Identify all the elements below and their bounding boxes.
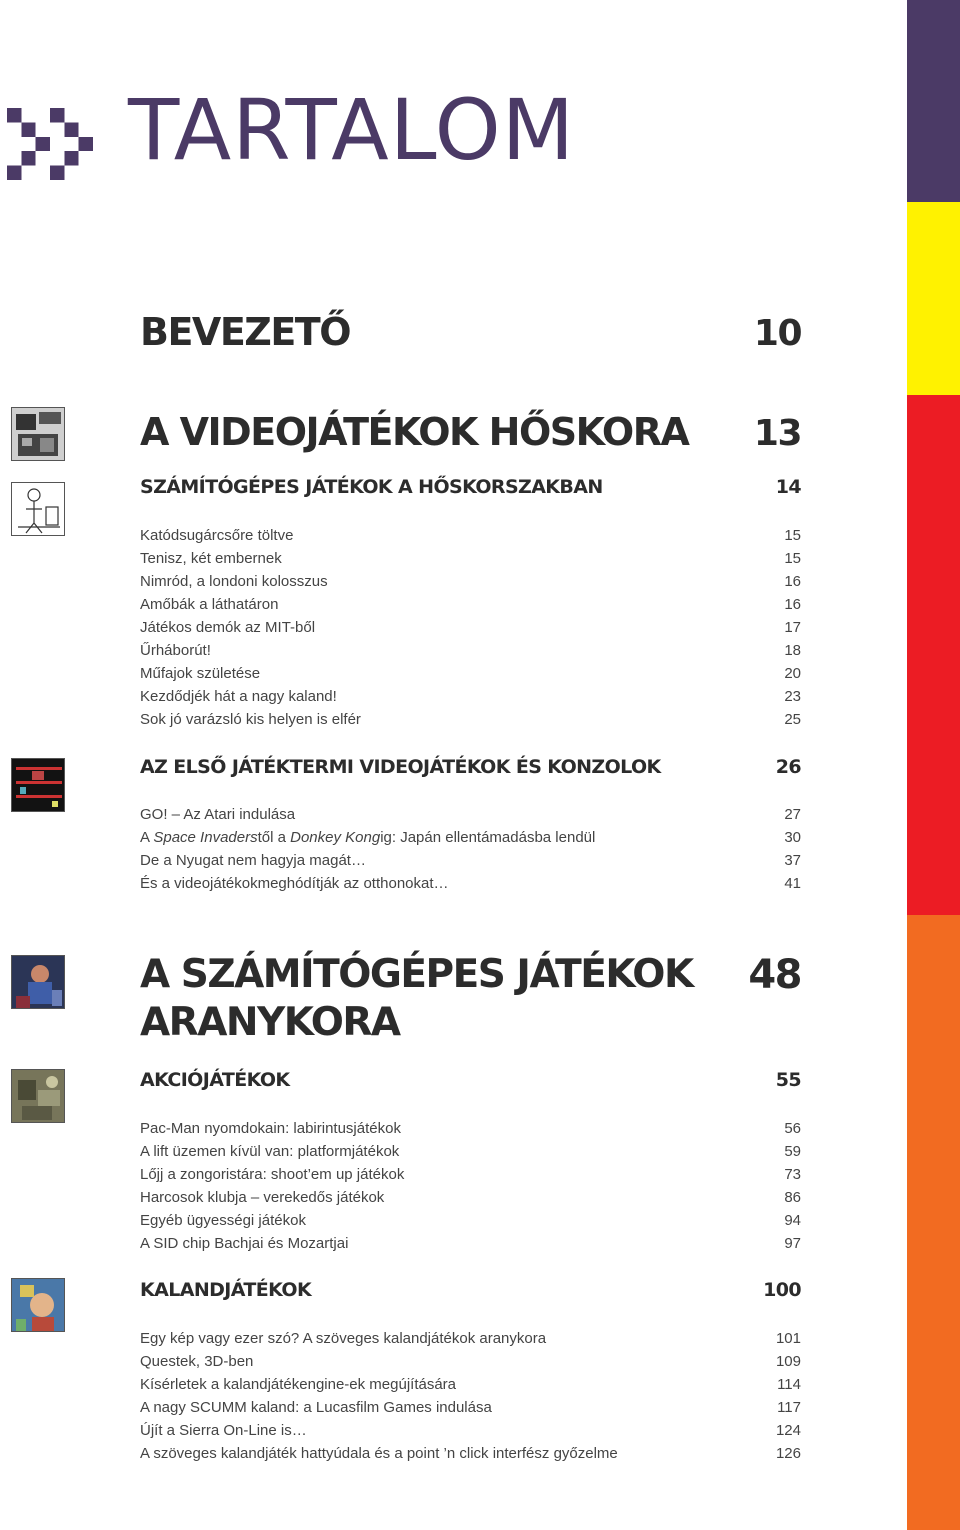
entry-page: 101 bbox=[775, 1330, 801, 1347]
entry-title: Kezdődjék hát a nagy kaland! bbox=[140, 688, 337, 705]
entry-page: 30 bbox=[784, 829, 801, 846]
entry-page: 20 bbox=[784, 665, 801, 682]
toc-entry[interactable] bbox=[140, 1419, 801, 1442]
entry-page: 56 bbox=[784, 1120, 801, 1137]
entry-title: Amőbák a láthatáron bbox=[140, 596, 279, 613]
entry-page: 17 bbox=[784, 619, 801, 636]
stripe-red bbox=[907, 395, 960, 915]
chapter-page: 13 bbox=[753, 413, 801, 454]
entry-page: 73 bbox=[784, 1166, 801, 1183]
toc-entry[interactable] bbox=[140, 1117, 801, 1140]
stripe-purple bbox=[907, 0, 960, 202]
toc-entry[interactable] bbox=[140, 639, 801, 662]
toc-entry[interactable] bbox=[140, 1396, 801, 1419]
toc-entry[interactable] bbox=[140, 872, 801, 895]
toc-entry-list-kaland bbox=[140, 1327, 801, 1465]
toc-section-akciojatekok[interactable] bbox=[140, 1071, 801, 1090]
stripe-orange bbox=[907, 915, 960, 1530]
entry-title: A Space Invaderstől a Donkey Kongig: Japán ellentámadásba lendül bbox=[140, 829, 596, 846]
toc-entry[interactable] bbox=[140, 570, 801, 593]
chapter-title: A VIDEOJÁTÉKOK HŐSKORA bbox=[140, 410, 689, 454]
entry-page: 109 bbox=[775, 1353, 801, 1370]
entry-page: 117 bbox=[777, 1399, 801, 1416]
section-title: SZÁMÍTÓGÉPES JÁTÉKOK A HŐSKORSZAKBAN bbox=[140, 476, 603, 498]
toc-entry[interactable] bbox=[140, 1186, 801, 1209]
section-page: 14 bbox=[775, 476, 801, 498]
entry-title: A szöveges kalandjáték hattyúdala és a point ’n click interfész győzelme bbox=[140, 1445, 618, 1462]
page-title: TARTALOM bbox=[128, 81, 576, 179]
entry-title: Nimród, a londoni kolosszus bbox=[140, 573, 328, 590]
toc-chapter-aranykora[interactable] bbox=[140, 951, 801, 1047]
entry-page: 124 bbox=[775, 1422, 801, 1439]
section-title: AZ ELSŐ JÁTÉKTERMI VIDEOJÁTÉKOK ÉS KONZOLOK bbox=[140, 756, 661, 778]
thumbnail-action-game bbox=[11, 1069, 65, 1123]
entry-title: A lift üzemen kívül van: platformjátékok bbox=[140, 1143, 400, 1160]
entry-page: 15 bbox=[784, 550, 801, 567]
entry-title: Tenisz, két embernek bbox=[140, 550, 282, 567]
toc-section-kalandjatekok[interactable] bbox=[140, 1281, 801, 1300]
entry-title: Pac-Man nyomdokain: labirintusjátékok bbox=[140, 1120, 401, 1137]
toc-entry[interactable] bbox=[140, 1209, 801, 1232]
toc-entry[interactable] bbox=[140, 1140, 801, 1163]
entry-page: 114 bbox=[777, 1376, 801, 1393]
toc-entry[interactable] bbox=[140, 1442, 801, 1465]
entry-page: 97 bbox=[784, 1235, 801, 1252]
toc-section-szamitogepes-hoskorszak[interactable] bbox=[140, 478, 801, 497]
stripe-yellow bbox=[907, 202, 960, 395]
double-chevron-icon bbox=[7, 108, 93, 180]
toc-entry-list-hoskorszak bbox=[140, 524, 801, 731]
entry-title: A SID chip Bachjai és Mozartjai bbox=[140, 1235, 349, 1252]
toc-entry[interactable] bbox=[140, 547, 801, 570]
toc-entry[interactable] bbox=[140, 1373, 801, 1396]
thumbnail-line-drawing bbox=[11, 482, 65, 536]
toc-entry[interactable] bbox=[140, 1350, 801, 1373]
section-page: 100 bbox=[763, 1279, 801, 1301]
section-page: 55 bbox=[775, 1069, 801, 1091]
toc-chapter-hoskora[interactable] bbox=[140, 410, 801, 454]
entry-page: 27 bbox=[784, 806, 801, 823]
entry-title: Játékos demók az MIT-ből bbox=[140, 619, 316, 636]
entry-page: 15 bbox=[784, 527, 801, 544]
entry-page: 37 bbox=[784, 852, 801, 869]
section-title: KALANDJÁTÉKOK bbox=[140, 1279, 312, 1301]
chapter-page: 48 bbox=[748, 952, 801, 998]
toc-entry[interactable] bbox=[140, 803, 801, 826]
entry-page: 18 bbox=[784, 642, 801, 659]
toc-entry[interactable] bbox=[140, 593, 801, 616]
toc-entry[interactable] bbox=[140, 1327, 801, 1350]
entry-title: Harcosok klubja – verekedős játékok bbox=[140, 1189, 385, 1206]
toc-entry[interactable] bbox=[140, 662, 801, 685]
thumbnail-aranykora-art bbox=[11, 955, 65, 1009]
entry-title: A nagy SCUMM kaland: a Lucasfilm Games indulása bbox=[140, 1399, 492, 1416]
entry-title: Újít a Sierra On-Line is… bbox=[140, 1422, 307, 1439]
entry-page: 94 bbox=[784, 1212, 801, 1229]
entry-title: GO! – Az Atari indulása bbox=[140, 806, 296, 823]
toc-entry[interactable] bbox=[140, 1163, 801, 1186]
toc-entry[interactable] bbox=[140, 685, 801, 708]
chapter-page: 10 bbox=[753, 313, 801, 354]
section-title: AKCIÓJÁTÉKOK bbox=[140, 1069, 290, 1091]
entry-title: Questek, 3D-ben bbox=[140, 1353, 254, 1370]
entry-page: 59 bbox=[784, 1143, 801, 1160]
chapter-title-line2: ARANYKORA bbox=[140, 1000, 400, 1045]
entry-page: 126 bbox=[775, 1445, 801, 1462]
entry-title: Sok jó varázsló kis helyen is elfér bbox=[140, 711, 361, 728]
toc-entry[interactable] bbox=[140, 708, 801, 731]
entry-title: Katódsugárcsőre töltve bbox=[140, 527, 294, 544]
entry-title: Kísérletek a kalandjátékengine-ek megújítására bbox=[140, 1376, 457, 1393]
toc-entry[interactable] bbox=[140, 849, 801, 872]
thumbnail-arcade-screen bbox=[11, 758, 65, 812]
entry-page: 23 bbox=[784, 688, 801, 705]
entry-page: 16 bbox=[784, 573, 801, 590]
toc-entry[interactable] bbox=[140, 616, 801, 639]
toc-section-jatektermi-konzolok[interactable] bbox=[140, 758, 801, 777]
chapter-title-line1: A SZÁMÍTÓGÉPES JÁTÉKOK bbox=[140, 952, 693, 997]
chapter-title: BEVEZETŐ bbox=[140, 310, 351, 354]
entry-page: 16 bbox=[784, 596, 801, 613]
section-page: 26 bbox=[775, 756, 801, 778]
toc-entry-list-akcio bbox=[140, 1117, 801, 1255]
toc-entry[interactable] bbox=[140, 1232, 801, 1255]
entry-title: Egy kép vagy ezer szó? A szöveges kalandjátékok aranykora bbox=[140, 1330, 547, 1347]
toc-entry[interactable] bbox=[140, 524, 801, 547]
thumbnail-computer-photo bbox=[11, 407, 65, 461]
toc-entry-list-jatektermi bbox=[140, 803, 801, 895]
entry-page: 86 bbox=[784, 1189, 801, 1206]
entry-page: 25 bbox=[784, 711, 801, 728]
entry-page: 41 bbox=[784, 875, 801, 892]
entry-title: De a Nyugat nem hagyja magát… bbox=[140, 852, 366, 869]
toc-chapter-bevezeto[interactable] bbox=[140, 310, 801, 354]
entry-title: Műfajok születése bbox=[140, 665, 261, 682]
entry-title: Űrháborút! bbox=[140, 642, 211, 659]
entry-title: Lőjj a zongoristára: shoot’em up játékok bbox=[140, 1166, 405, 1183]
entry-title: És a videojátékokmeghódítják az otthonokat… bbox=[140, 875, 449, 892]
toc-entry[interactable] bbox=[140, 826, 801, 849]
entry-title: Egyéb ügyességi játékok bbox=[140, 1212, 306, 1229]
thumbnail-adventure-game bbox=[11, 1278, 65, 1332]
